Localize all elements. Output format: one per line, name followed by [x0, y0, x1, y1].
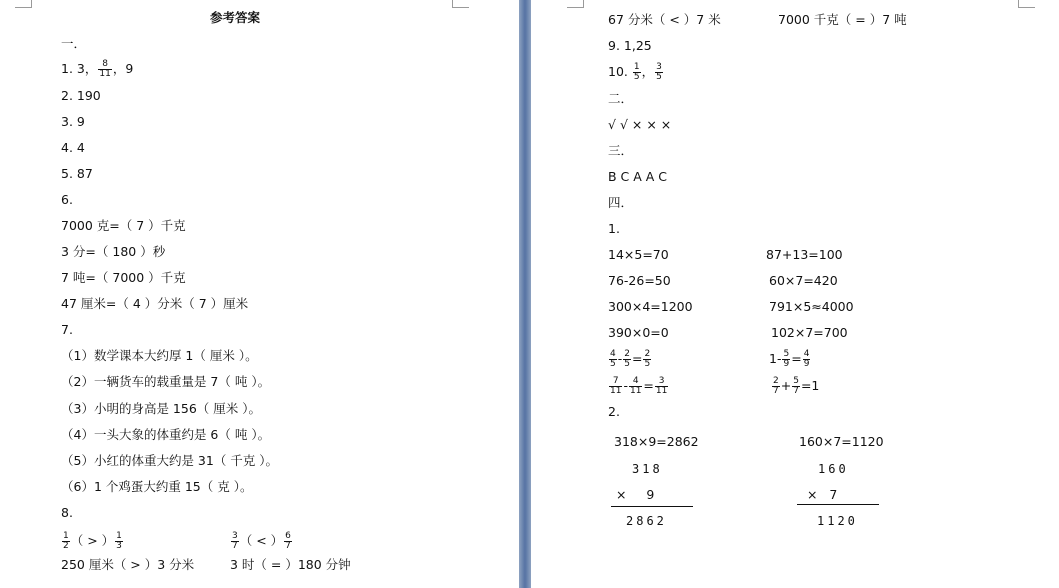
section-heading: 四． — [608, 195, 634, 210]
calculation: 102×7=700 — [771, 325, 848, 340]
unit-choice-line: （1）数学课本大约厚 1（ 厘米 ）。 — [61, 348, 258, 363]
vertical-calc-result: 2862 — [626, 514, 667, 528]
answer-4: 4. 4 — [61, 140, 85, 155]
calculation: 300×4=1200 — [608, 299, 693, 314]
vertical-calc-multiplier: × 9 — [616, 487, 655, 502]
unit-conversion-line: 7 吨=（ 7000 ）千克 — [61, 270, 186, 285]
fraction: $\frac{1}{2}$ — [63, 531, 69, 551]
answer-5: 5. 87 — [61, 166, 93, 181]
answer-1: 1. 3， $\frac{8}{11}$ ，9 — [61, 59, 134, 79]
calculation: 791×5≈4000 — [769, 299, 854, 314]
comparison-line: $\frac{1}{2}$ （ > ） $\frac{1}{3}$ — [63, 531, 122, 551]
vertical-calc-result: 1120 — [817, 514, 858, 528]
fraction: $\frac{6}{7}$ — [285, 531, 291, 551]
vertical-calc-equation: 160×7=1120 — [799, 434, 884, 449]
unit-conversion-line: 47 厘米=（ 4 ）分米（ 7 ）厘米 — [61, 296, 249, 311]
comparison-line: 7000 千克（ = ）7 吨 — [778, 12, 907, 27]
fraction: $\frac{1}{5}$ — [633, 62, 640, 82]
vertical-calc-equation: 318×9=2862 — [614, 434, 699, 449]
crop-mark — [1018, 0, 1035, 8]
comparison-line: 3 时（ = ）180 分钟 — [230, 557, 351, 572]
vertical-calc-operand: 160 — [818, 462, 849, 476]
answer-10: 10. $\frac{1}{5}$ ， $\frac{3}{5}$ — [608, 62, 662, 82]
calculation: 87+13=100 — [766, 247, 843, 262]
unit-choice-line: （3）小明的身高是 156（ 厘米 ）。 — [61, 401, 261, 416]
vertical-calc-line — [797, 504, 879, 505]
unit-choice-line: （6）1 个鸡蛋大约重 15（ 克 ）。 — [61, 479, 253, 494]
unit-conversion-line: 7000 克=（ 7 ）千克 — [61, 218, 186, 233]
answer-6: 6. — [61, 192, 73, 207]
unit-choice-line: （4）一头大象的体重约是 6（ 吨 ）。 — [61, 427, 271, 442]
section-heading: 二． — [608, 91, 634, 106]
calculation: 14×5=70 — [608, 247, 669, 262]
fraction-calculation: 1- $\frac{5}{9}$ = $\frac{4}{9}$ — [769, 349, 810, 369]
fraction: $\frac{3}{5}$ — [656, 62, 662, 82]
vertical-calc-operand: 318 — [632, 462, 663, 476]
vertical-calc-line — [611, 506, 693, 507]
crop-mark — [567, 0, 584, 8]
calculation: 76-26=50 — [608, 273, 671, 288]
multiple-choice-answers: B C A A C — [608, 169, 668, 184]
fraction-calculation: $\frac{4}{5}$ - $\frac{2}{5}$ = $\frac{2}{5}$ — [610, 349, 651, 369]
page-gutter — [519, 0, 531, 588]
document-page-right — [531, 0, 1059, 588]
comparison-line: 250 厘米（ > ）3 分米 — [61, 557, 195, 572]
vertical-calc-multiplier: × 7 — [807, 487, 838, 502]
answer-9: 9. 1,25 — [608, 38, 652, 53]
crop-mark — [452, 0, 469, 8]
section-heading: 一． — [61, 36, 87, 51]
answer-7: 7. — [61, 322, 73, 337]
unit-choice-line: （2）一辆货车的载重量是 7（ 吨 ）。 — [61, 374, 271, 389]
fraction: $\frac{8}{11}$ — [99, 59, 111, 79]
calculation: 60×7=420 — [769, 273, 838, 288]
answer-3: 3. 9 — [61, 114, 85, 129]
page-title: 参考答案 — [210, 10, 261, 25]
crop-mark — [15, 0, 32, 8]
comparison-line: $\frac{3}{7}$ （ < ） $\frac{6}{7}$ — [232, 531, 291, 551]
document-page-left — [0, 0, 519, 588]
comparison-line: 67 分米（ < ）7 米 — [608, 12, 721, 27]
section-heading: 三． — [608, 143, 634, 158]
fraction: $\frac{3}{7}$ — [232, 531, 238, 551]
answer-2: 2. 190 — [61, 88, 101, 103]
fraction-calculation: $\frac{2}{7}$ + $\frac{5}{7}$ =1 — [773, 376, 820, 396]
answer-2: 2. — [608, 404, 620, 419]
fraction: $\frac{1}{3}$ — [116, 531, 122, 551]
true-false-answers: √ √ × × × — [608, 117, 672, 132]
answer-1: 1. — [608, 221, 620, 236]
unit-conversion-line: 3 分=（ 180 ）秒 — [61, 244, 166, 259]
calculation: 390×0=0 — [608, 325, 669, 340]
unit-choice-line: （5）小红的体重大约是 31（ 千克 ）。 — [61, 453, 279, 468]
fraction-calculation: $\frac{7}{11}$ - $\frac{4}{11}$ = $\frac{3}{11}$ — [610, 376, 668, 396]
answer-8: 8. — [61, 505, 73, 520]
